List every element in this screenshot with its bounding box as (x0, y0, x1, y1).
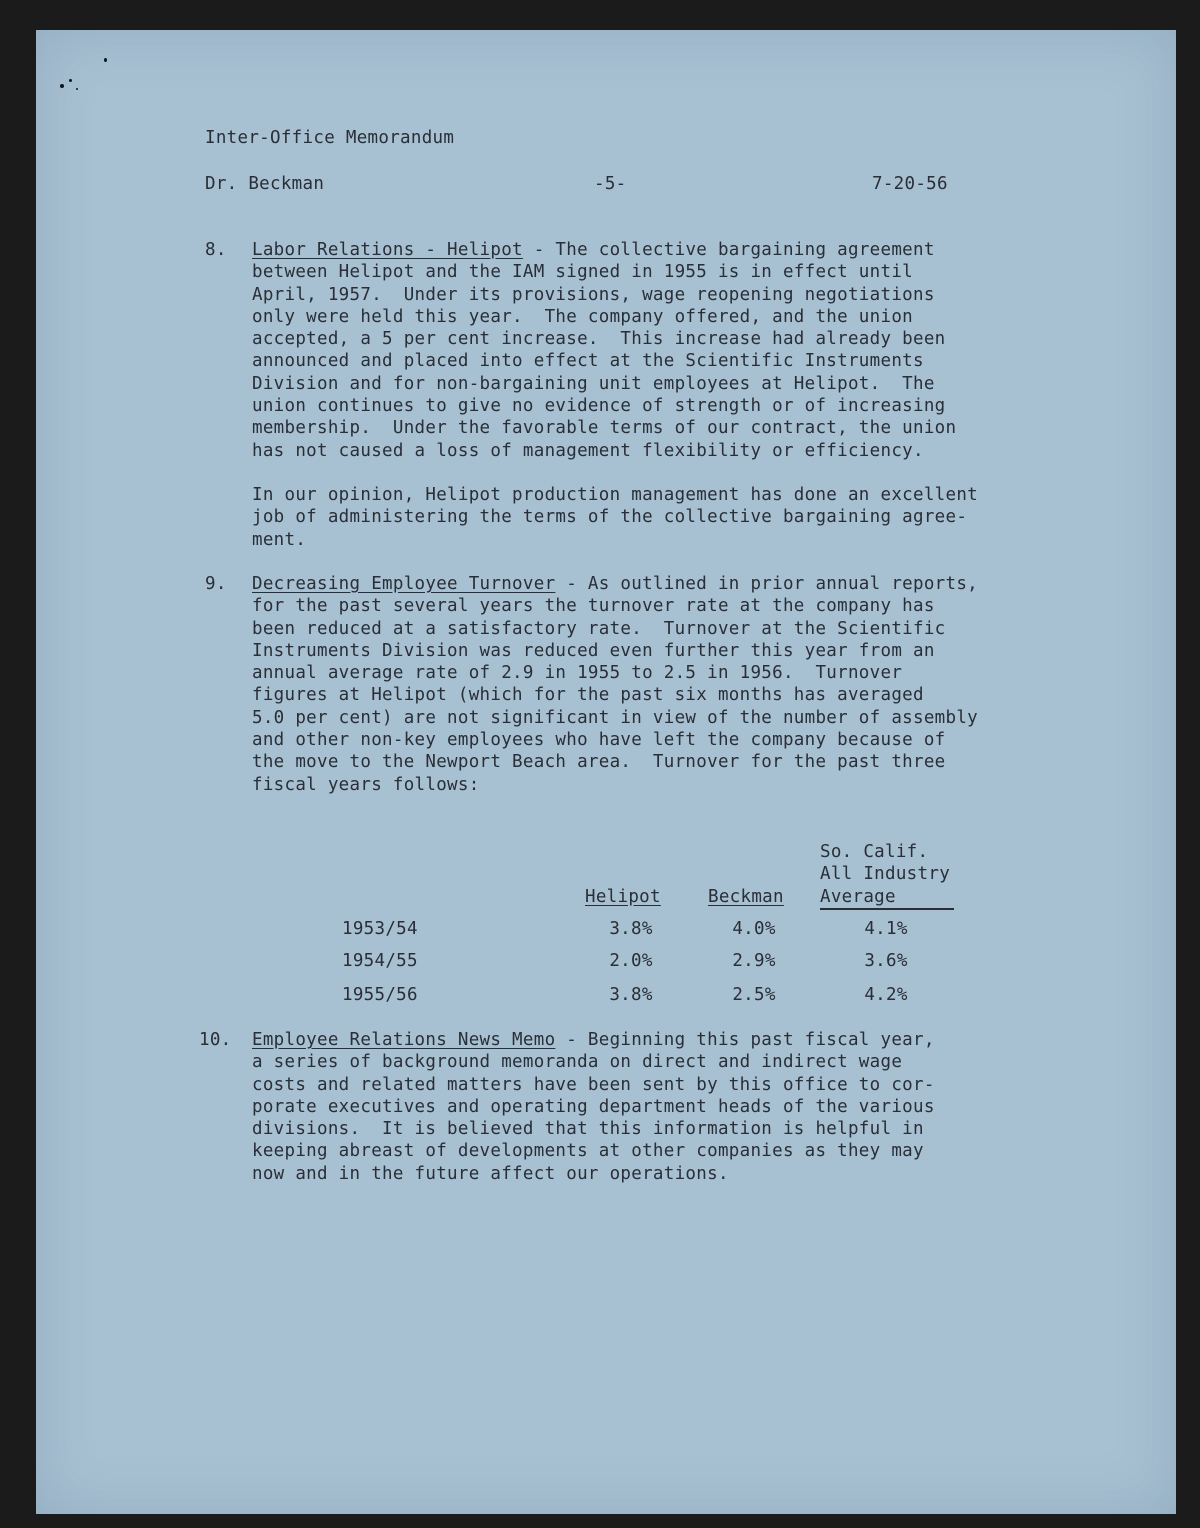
recipient: Dr. Beckman (205, 174, 325, 194)
row-year: 1955/56 (342, 985, 418, 1005)
memo-date: 7-20-56 (872, 174, 948, 194)
item-8-p2-line: job of administering the terms of the collective bargaining agree- (252, 507, 968, 528)
item-10-number: 10. (199, 1030, 232, 1050)
row-year: 1954/55 (342, 951, 418, 971)
item-8-line: between Helipot and the IAM signed in 1955 is in effect until (252, 262, 913, 283)
header-helipot: Helipot (585, 887, 661, 907)
item-9-line: - As outlined in prior annual reports, (555, 574, 979, 594)
item-8-line: only were held this year. The company offered, and the union (252, 306, 913, 327)
row-socal: 3.6% (864, 951, 908, 971)
header-socal-line3: Average (820, 887, 896, 907)
item-8-line: union continues to give no evidence of strength or of increasing (252, 396, 946, 417)
item-9-line: Instruments Division was reduced even further this year from an (252, 640, 935, 661)
item-9-line: annual average rate of 2.9 in 1955 to 2.5 in 1956. Turnover (252, 663, 903, 684)
row-socal: 4.2% (864, 985, 908, 1005)
item-8-line: April, 1957. Under its provisions, wage reopening negotiations (252, 284, 935, 305)
item-10-body (252, 1029, 935, 1185)
item-10-line: a series of background memoranda on direct and indirect wage (252, 1052, 903, 1073)
item-9-number: 9. (205, 574, 227, 594)
item-9-line: for the past several years the turnover rate at the company has (252, 596, 935, 617)
item-10-line: porate executives and operating department heads of the various (252, 1096, 935, 1117)
item-8-p2-line: In our opinion, Helipot production management has done an excellent (252, 485, 979, 505)
page-number: -5- (594, 174, 627, 194)
row-year: 1953/54 (342, 919, 418, 939)
item-10-line: now and in the future affect our operations. (252, 1163, 729, 1184)
item-8-line: announced and placed into effect at the Scientific Instruments (252, 351, 924, 372)
memo-type: Inter-Office Memorandum (205, 128, 455, 148)
row-beckman: 2.9% (732, 951, 776, 971)
row-helipot: 3.8% (609, 919, 653, 939)
item-9-line: fiscal years follows: (252, 774, 480, 795)
item-9-line: been reduced at a satisfactory rate. Turnover at the Scientific (252, 618, 946, 639)
row-helipot: 3.8% (609, 985, 653, 1005)
item-10-line: - Beginning this past fiscal year, (555, 1030, 935, 1050)
item-9-line: 5.0 per cent) are not significant in view of the number of assembly (252, 707, 979, 728)
item-9-body (252, 573, 978, 796)
socal-header-rule (820, 908, 954, 910)
item-8-line: has not caused a loss of management flexibility or efficiency. (252, 440, 924, 461)
header-socal-line2: All Industry (820, 864, 951, 884)
item-9-line: figures at Helipot (which for the past six months has averaged (252, 685, 924, 706)
item-10-title: Employee Relations News Memo (252, 1030, 556, 1050)
item-8-body (252, 239, 956, 462)
row-beckman: 2.5% (732, 985, 776, 1005)
item-9-line: the move to the Newport Beach area. Turnover for the past three (252, 752, 946, 773)
header-socal-line1: So. Calif. (820, 842, 929, 862)
item-9-line: and other non-key employees who have left the company because of (252, 730, 946, 751)
item-8-title: Labor Relations - Helipot (252, 240, 523, 260)
paper-specks (56, 54, 86, 94)
item-8-p2-line: ment. (252, 529, 307, 550)
item-9-title: Decreasing Employee Turnover (252, 574, 556, 594)
item-10-line: costs and related matters have been sent by this office to cor- (252, 1074, 935, 1095)
item-8-line: - The collective bargaining agreement (522, 240, 935, 260)
item-10-line: keeping abreast of developments at other companies as they may (252, 1141, 924, 1162)
row-beckman: 4.0% (732, 919, 776, 939)
item-8-paragraph-2 (252, 484, 978, 551)
item-8-number: 8. (205, 240, 227, 260)
header-beckman: Beckman (708, 887, 784, 907)
item-10-line: divisions. It is believed that this information is helpful in (252, 1119, 924, 1140)
item-8-line: Division and for non-bargaining unit employees at Helipot. The (252, 373, 935, 394)
row-helipot: 2.0% (609, 951, 653, 971)
row-socal: 4.1% (864, 919, 908, 939)
item-8-line: accepted, a 5 per cent increase. This increase had already been (252, 329, 946, 350)
item-8-line: membership. Under the favorable terms of our contract, the union (252, 418, 957, 439)
